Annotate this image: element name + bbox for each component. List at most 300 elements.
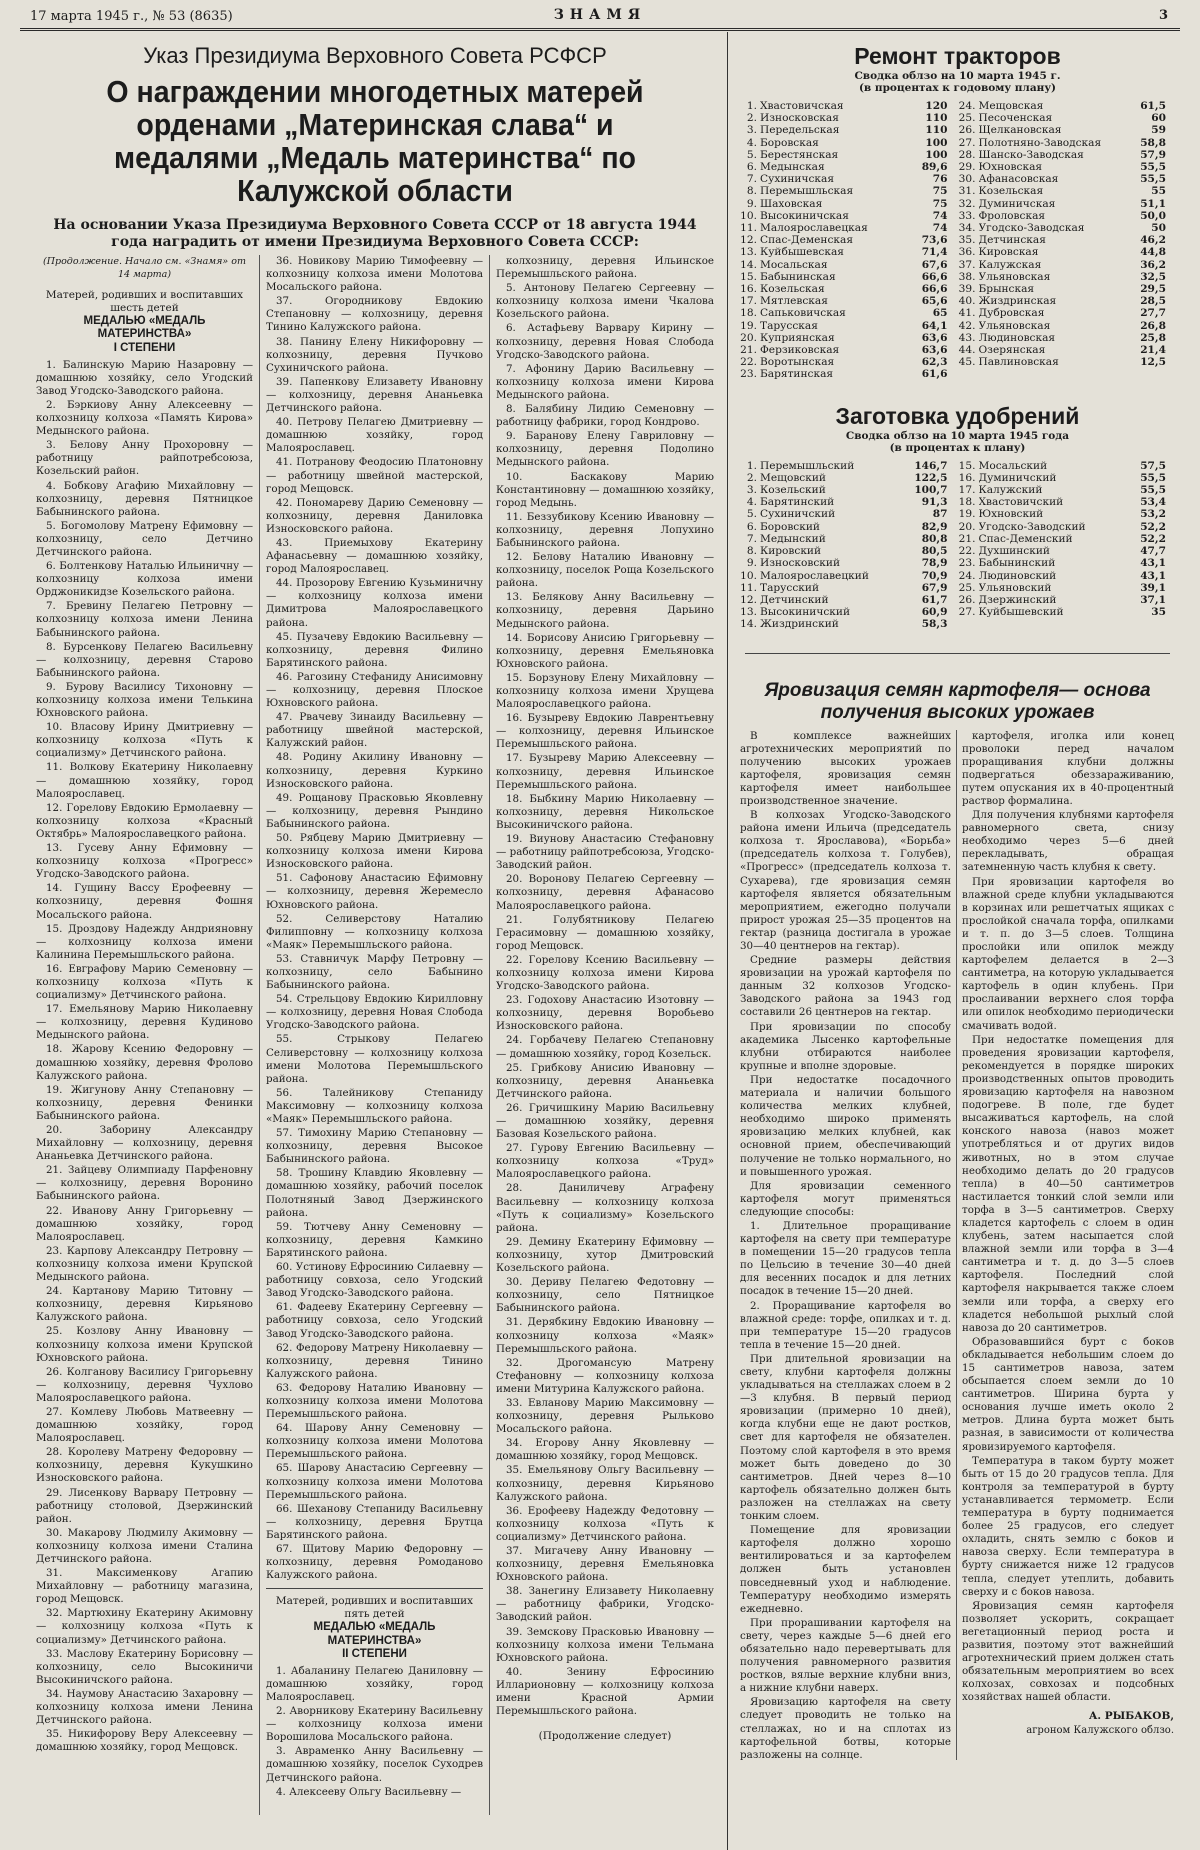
decree-column-1: [30, 255, 260, 1815]
row-name: Козельская: [978, 185, 1044, 198]
row-value: 67,6: [921, 258, 948, 271]
row-value: 55,5: [1140, 173, 1166, 186]
list-item: 17. Бузыреву Марию Алексеевну — колхозницу, деревня Ильинское Перемышльского района.: [496, 752, 714, 791]
row-name: Мосальская: [760, 258, 828, 271]
row-value: 74: [932, 222, 948, 235]
row-value: 110: [925, 124, 948, 137]
row-value: 44,8: [1140, 246, 1166, 259]
row-number: 2.: [746, 471, 757, 484]
decree-headline: О награждении многодетных матерей орденами „Материнская слава“ и медалями „Медаль материнства“ по Калужской области: [106, 74, 644, 208]
row-number: 6.: [746, 520, 757, 533]
list-item: 13. Гусеву Анну Ефимовну — колхозницу колхоза «Прогресс» Угодско-Заводского района.: [36, 842, 253, 881]
list-item: 14. Борисову Анисию Григорьевну — колхозницу, деревня Емельяновка Юхновского района.: [496, 631, 714, 670]
row-value: 50: [1151, 222, 1166, 235]
row-name: Бабынинский: [978, 557, 1056, 570]
row-number: 37.: [958, 258, 976, 271]
list-item: Яровизацию картофеля на свету следует проводить не только на стеллажах, но и на сплотах из картофельной ботвы, которые разложены на солнце.: [740, 1696, 951, 1760]
row-name: Жиздринская: [978, 295, 1057, 308]
table-row: [958, 557, 1177, 569]
row-value: 36,2: [1140, 258, 1166, 271]
table-row: [739, 295, 958, 307]
table-row: [958, 508, 1177, 520]
row-number: 2.: [746, 112, 757, 125]
row-number: 34.: [958, 222, 976, 235]
row-number: 43.: [958, 331, 976, 344]
row-name: Шаховская: [760, 197, 823, 210]
article-paragraphs-1: [740, 730, 951, 1760]
table-row: [739, 508, 958, 520]
row-name: Озерянская: [978, 344, 1046, 357]
row-name: Ульяновский: [978, 581, 1052, 594]
list-item: 26. Гричишкину Марию Васильевну — домашнюю хозяйку, деревня Базовая Козельского района.: [496, 1101, 714, 1141]
row-number: 17.: [958, 484, 976, 497]
row-name: Высокиничский: [760, 606, 851, 619]
fertilizer-subtitle: Сводка облзо на 10 марта 1945 года: [845, 429, 1070, 442]
table-row: [958, 356, 1177, 368]
list-item: 6. Болтенкову Наталью Ильиничну — колхозницу колхоза имени Орджоникидзе Козельского района.: [36, 560, 253, 599]
table-row: [739, 533, 958, 545]
row-name: Сапьковичская: [760, 307, 846, 320]
issue-date: 17 марта 1945 г., № 53 (8635): [30, 9, 233, 24]
list-item: 58. Трошину Клавдию Яковлевну — домашнюю хозяйку, рабочий поселок Полотняный Завод Дзержинского района.: [266, 1167, 483, 1219]
table-row: [739, 173, 958, 185]
table-row: [739, 594, 958, 606]
list-item: 16. Бузыреву Евдокию Лаврентьевну — колхозницу, деревня Ильинское Перемышльского района.: [496, 712, 714, 751]
tractor-table-left: [739, 100, 958, 381]
section-heading-five-children: Матерей, родивших и воспитавших пять детей: [275, 1595, 474, 1621]
list-item: 15. Борзунову Елену Михайловну — колхозницу колхоза имени Хрущева Малоярославецкого района.: [496, 671, 714, 711]
row-value: 55: [1151, 185, 1166, 198]
section-divider: [266, 1588, 483, 1589]
table-row: [958, 496, 1177, 508]
table-row: [958, 185, 1177, 197]
list-item: 12. Горелову Евдокию Ермолаевну — колхозницу колхоза «Красный Октябрь» Малоярославецкого района.: [36, 801, 253, 840]
newspaper-title: ЗНАМЯ: [553, 7, 647, 23]
row-name: Думиничский: [978, 471, 1057, 484]
row-number: 33.: [958, 209, 976, 222]
row-name: Калужская: [978, 258, 1042, 271]
list-item: 38. Панину Елену Никифоровну — колхозницу, деревня Пучково Сухиничского района.: [266, 335, 483, 374]
row-number: 13.: [740, 606, 757, 619]
row-value: 100,7: [914, 484, 948, 497]
row-name: Перемышльский: [760, 459, 855, 472]
row-value: 26,8: [1140, 319, 1166, 332]
table-row: [958, 234, 1177, 246]
list-item: 11. Волкову Екатерину Николаевну — домашнюю хозяйку, город Малоярославец.: [36, 761, 253, 800]
list-item: При недостатке посадочного материала и наличии большого количества мелких клубней, необходимо широко применять яровизацию мелких клубней, как основной прием, обеспечивающий получение не только нормального, но и повышенного урожая.: [740, 1073, 951, 1178]
list-item: 11. Беззубикову Ксению Ивановну — колхозницу, деревня Лопухино Бабынинского района.: [496, 510, 714, 549]
list-item: 21. Голубятникову Пелагею Герасимовну — домашнюю хозяйку, город Мещовск.: [496, 913, 714, 952]
row-name: Людиновский: [978, 569, 1057, 582]
table-row: [739, 368, 958, 380]
awardee-list-3: [496, 255, 714, 1718]
row-name: Мещовская: [978, 100, 1044, 112]
list-item: 33. Маслову Екатерину Борисовну — колхозницу, село Высокиничи Высокиничского района.: [36, 1647, 253, 1686]
row-name: Козельский: [760, 484, 826, 497]
row-value: 80,5: [921, 545, 948, 558]
row-number: 15.: [740, 270, 757, 283]
row-value: 82,9: [921, 520, 948, 533]
tractor-repair-table: [739, 100, 1176, 381]
row-number: 31.: [958, 185, 976, 198]
row-number: 7.: [746, 173, 757, 186]
fertilizer-title: Заготовка удобрений: [835, 402, 1080, 429]
row-value: 73,6: [921, 234, 948, 247]
row-value: 63,6: [921, 344, 948, 357]
row-number: 30.: [958, 173, 976, 186]
tractor-table-right: [958, 100, 1177, 381]
row-name: Брынская: [978, 283, 1035, 296]
row-number: 3.: [746, 124, 757, 137]
row-value: 52,2: [1140, 532, 1166, 545]
list-item: 40. Зенину Ефросинию Илларионовну — колхозницу колхоза имени Красной Армии Перемышльского района.: [496, 1665, 714, 1718]
list-item: 60. Устинову Ефросинию Силаевну — работницу совхоза, село Угодский Завод Угодско-Заводского района.: [266, 1261, 483, 1300]
row-number: 18.: [740, 307, 757, 320]
row-value: 25,8: [1140, 331, 1166, 344]
list-item: 29. Лисенкову Варвару Петровну — работницу столовой, Дзержинский район.: [36, 1486, 253, 1525]
list-item: колхозницу, деревня Ильинское Перемышльского района.: [496, 255, 714, 281]
row-value: 74: [932, 209, 948, 222]
list-item: 36. Новикову Марию Тимофеевну — колхозницу колхоза имени Молотова Мосальского района.: [266, 255, 483, 294]
row-number: 17.: [740, 295, 757, 308]
list-item: 55. Стрыкову Пелагею Селиверстовну — колхозницу колхоза имени Молотова Перемышльского района.: [266, 1033, 483, 1085]
row-number: 25.: [958, 112, 976, 125]
table-row: [739, 271, 958, 283]
row-number: 16.: [958, 471, 976, 484]
row-number: 25.: [958, 581, 976, 594]
table-row: [958, 533, 1177, 545]
tractor-repair-title: Ремонт тракторов: [854, 43, 1061, 69]
list-item: 47. Рвачеву Зинаиду Васильевну — работницу швейной мастерской, Калужский район.: [266, 711, 483, 750]
list-item: 14. Гущину Вассу Ерофеевну — колхозницу, деревня Фошня Мосальского района.: [36, 882, 253, 921]
list-item: 37. Мигачеву Анну Ивановну — колхозницу, деревня Емельяновка Юхновского района.: [496, 1545, 714, 1584]
table-row: [958, 100, 1177, 112]
section-heading-six-children: Матерей, родивших и воспитавших шесть детей: [45, 289, 244, 315]
list-item: 36. Ерофееву Надежду Федотовну — колхозницу колхоза «Путь к социализму» Детчинского района.: [496, 1504, 714, 1543]
row-name: Угодско-Заводский: [978, 520, 1086, 533]
list-item: картофеля, иголка или конец проволоки перед началом проращивания клубни должны подвергаться обеззараживанию, путем опускания их в 40-процентный раствор формалина.: [962, 729, 1174, 807]
list-item: Для яровизации семенного картофеля могут применяться следующие способы:: [740, 1179, 951, 1218]
row-name: Износковский: [760, 557, 841, 570]
row-name: Жиздринский: [760, 618, 839, 631]
list-item: 31. Дерябкину Евдокию Ивановну — колхозницу колхоза «Маяк» Перемышльского района.: [496, 1316, 714, 1355]
row-number: 20.: [740, 331, 757, 344]
awardee-list-2b: [266, 1665, 483, 1799]
row-number: 1.: [746, 100, 757, 112]
table-row: [739, 521, 958, 533]
row-value: 50,0: [1140, 209, 1166, 222]
list-item: 44. Прозорову Евгению Кузьминичну — колхозницу колхоза имени Димитрова Малоярославецкого района.: [266, 577, 483, 629]
row-value: 62,3: [921, 356, 948, 369]
table-row: [739, 307, 958, 319]
row-value: 46,2: [1140, 234, 1166, 247]
list-item: 37. Огородникову Евдокию Степановну — колхозницу, деревня Тинино Калужского района.: [266, 295, 483, 334]
table-row: [958, 545, 1177, 557]
row-number: 40.: [958, 295, 976, 308]
table-row: [739, 161, 958, 173]
row-value: 61,6: [921, 368, 948, 381]
list-item: При длительной яровизации на свету, клубни картофеля должны укладываться на стеллажах слоем в 2—3 клубня. В первый период яровизации (примерно 10 дней), когда клубни еще не дают ростков, свет для картофеля не обязателен. Поэтому слой картофеля в это время может быть доведено до 30 сантиметров. Дней через 8—10 картофель обязательно должен быть разложен на стеллажах на свету тонким слоем.: [740, 1352, 951, 1523]
row-number: 36.: [958, 246, 976, 259]
row-name: Барятинский: [760, 496, 835, 509]
article-signature-role: агроном Калужского облзо.: [1026, 1724, 1174, 1736]
row-number: 20.: [958, 520, 976, 533]
list-item: 24. Горбачеву Пелагею Степановну — домашнюю хозяйку, город Козельск.: [496, 1034, 714, 1060]
row-number: 19.: [958, 508, 976, 521]
row-number: 13.: [740, 246, 757, 259]
list-item: 62. Федорову Матрену Николаевну — колхозницу, деревня Тинино Калужского района.: [266, 1341, 483, 1380]
row-value: 80,8: [921, 532, 948, 545]
table-row: [958, 161, 1177, 173]
table-row: [958, 332, 1177, 344]
row-number: 27.: [958, 606, 976, 619]
row-value: 52,2: [1140, 520, 1166, 533]
decree-column-2: [260, 255, 490, 1815]
row-name: Мосальский: [978, 459, 1048, 472]
decree-intro: На основании Указа Президиума Верховного Совета СССР от 18 августа 1944 года наградить от имени Президиума Верховного Совета СССР:: [53, 217, 697, 250]
list-item: 15. Дроздову Надежду Андрияновну — колхозницу колхоза имени Калинина Перемышльского района.: [36, 922, 253, 961]
list-item: 66. Шеханову Степаниду Васильевну — колхозницу, деревня Брутца Барятинского района.: [266, 1502, 483, 1541]
table-row: [739, 198, 958, 210]
list-item: 29. Демину Екатерину Ефимовну — колхозницу, хутор Дмитровский Козельского района.: [496, 1235, 714, 1275]
table-row: [739, 320, 958, 332]
row-number: 19.: [740, 319, 757, 332]
table-row: [739, 185, 958, 197]
article-signature: А. РЫБАКОВ,: [1088, 1710, 1174, 1723]
list-item: 28. Королеву Матрену Федоровну — колхозницу, деревня Кукушкино Износковского района.: [36, 1446, 253, 1485]
table-row: [739, 210, 958, 222]
row-value: 37,1: [1140, 593, 1166, 606]
list-item: 49. Рощанову Прасковью Яковлевну — колхозницу, деревня Рындино Бабынинского района.: [266, 791, 483, 830]
row-value: 110: [925, 112, 948, 125]
table-row: [739, 234, 958, 246]
tractor-repair-subtitle-2: (в процентах к годовому плану): [858, 82, 1057, 94]
table-row: [958, 582, 1177, 594]
right-section: [735, 35, 1180, 1850]
list-item: 50. Рябцеву Марию Дмитриевну — колхозницу колхоза имени Кирова Износковского района.: [266, 832, 483, 871]
list-item: 10. Баскакову Марию Константиновну — домашнюю хозяйку, город Медынь.: [496, 470, 714, 509]
table-row: [739, 100, 958, 112]
row-number: 38.: [958, 270, 976, 283]
list-item: 32. Дрогомансую Матрену Стефановну — колхозницу колхоза имени Митурина Калужского района.: [496, 1356, 714, 1395]
table-row: [958, 320, 1177, 332]
row-name: Передельская: [760, 124, 840, 137]
table-row: [958, 460, 1177, 472]
list-item: 48. Родину Акилину Ивановну — колхозницу, деревня Куркино Износковского района.: [266, 751, 483, 790]
table-row: [958, 283, 1177, 295]
row-number: 26.: [958, 124, 976, 137]
row-value: 55,5: [1140, 161, 1166, 174]
table-row: [739, 149, 958, 161]
row-number: 7.: [746, 532, 757, 545]
list-item: 64. Шарову Анну Семеновну — колхозницу колхоза имени Молотова Перемышльского района.: [266, 1422, 483, 1461]
list-item: Температура в таком бурту может быть от 15 до 20 градусов тепла. Для контроля за температурой в бурту устанавливается термометр. Если температура в бурту поднимается более 25 градусов, его следует охладить, снять землю с боков и навоза сверху. Если температура в бурту снижается ниже 12 градусов тепла, следует утеплить, добавить сверху и с боков навоза.: [962, 1454, 1174, 1598]
to-be-continued: (Продолжение следует): [538, 1730, 672, 1743]
fertilizer-table-left: [739, 460, 958, 631]
table-row: [739, 112, 958, 124]
row-number: 8.: [746, 185, 757, 198]
row-value: 66,6: [921, 270, 948, 283]
row-number: 21.: [740, 344, 757, 357]
row-value: 100: [925, 136, 948, 149]
list-item: 3. Белову Анну Прохоровну — работницу райпотребсоюза, Козельский район.: [36, 439, 253, 478]
list-item: 16. Евграфову Марию Семеновну — колхозницу колхоза «Путь к социализму» Детчинского района.: [36, 962, 253, 1002]
list-item: 20. Заборину Александру Михайловну — колхозницу, деревня Ананьевка Детчинского района.: [36, 1124, 253, 1163]
row-value: 120: [925, 100, 948, 112]
list-item: Помещение для яровизации картофеля должно хорошо вентилироваться и за картофелем должен быть установлен повседневный уход и наблюдение. Температуру необходимо измерять ежедневно.: [740, 1524, 951, 1615]
list-item: 35. Никифорову Веру Алексеевну — домашнюю хозяйку, город Мещовск.: [36, 1728, 253, 1754]
table-row: [958, 210, 1177, 222]
row-name: Мятлевская: [760, 295, 828, 308]
list-item: 4. Алексееву Ольгу Васильевну —: [276, 1785, 462, 1798]
decree-column-3: [490, 255, 720, 1815]
table-row: [958, 570, 1177, 582]
list-item: При прорашивании картофеля на свету, через каждые 5—6 дней его обязательно надо перевертывать для получения равномерного развития ростков, вялые верхние клубни вниз, а нижние клубни наверх.: [740, 1616, 951, 1695]
table-row: [958, 112, 1177, 124]
row-name: Медынский: [760, 532, 826, 545]
list-item: 19. Виунову Анастасию Стефановну — работницу райпотребсоюза, Угодско-Заводский район.: [496, 833, 714, 872]
row-name: Износковская: [760, 112, 839, 125]
row-number: 41.: [958, 307, 976, 320]
table-row: [739, 259, 958, 271]
list-item: 33. Евланову Марию Максимовну — колхозницу, деревня Рыльково Мосальского района.: [496, 1396, 714, 1436]
row-name: Кировский: [760, 545, 822, 558]
row-number: 22.: [740, 356, 757, 369]
list-item: 6. Астафьеву Варвару Кирину — колхозницу, деревня Новая Слобода Угодско-Заводского района.: [496, 322, 714, 361]
row-number: 18.: [958, 496, 976, 509]
list-item: 31. Максименкову Агапию Михайловну — работницу магазина, город Мещовск.: [36, 1567, 253, 1606]
fertilizer-subtitle-2: (в процентах к плану): [889, 441, 1026, 454]
list-item: 59. Тютчеву Анну Семеновну — колхозницу, деревня Камкино Барятинского района.: [266, 1220, 483, 1259]
list-item: 38. Занегину Елизавету Николаевну — работницу фабрики, Угодско-Заводский район.: [496, 1585, 714, 1624]
table-row: [958, 344, 1177, 356]
tractor-repair-subtitle: Сводка облзо на 10 марта 1945 г.: [854, 70, 1061, 82]
row-name: Спас-Деменский: [978, 532, 1073, 545]
table-row: [958, 246, 1177, 258]
row-name: Хвастовичская: [760, 100, 844, 112]
table-row: [958, 484, 1177, 496]
table-row: [958, 259, 1177, 271]
table-row: [739, 570, 958, 582]
list-item: Яровизация семян картофеля позволяет ускорить, сокращает вегетационный период роста и развития, поэтому этот важнейший агротехнический прием должен стать обязательным мероприятием во всех колхозах, совхозах и подсобных хозяйствах нашей области.: [962, 1599, 1174, 1704]
fertilizer-table: [739, 460, 1176, 631]
list-item: 39. Земскову Прасковью Ивановну — колхозницу колхоза имени Тельмана Юхновского района.: [496, 1625, 714, 1664]
row-number: 32.: [958, 197, 976, 210]
row-number: 24.: [958, 569, 976, 582]
list-item: 46. Рагозину Стефаниду Анисимовну — колхозницу, деревня Плоское Юхновского района.: [266, 670, 483, 710]
row-number: 23.: [958, 557, 976, 570]
row-value: 61,5: [1140, 100, 1166, 112]
list-item: 65. Шарову Анастасию Сергеевну — колхозницу колхоза имени Молотова Перемышльского района.: [266, 1462, 483, 1501]
row-number: 6.: [746, 161, 757, 174]
table-row: [958, 137, 1177, 149]
list-item: 4. Бобкову Агафию Михайловну — колхозницу, деревня Пятницкое Бабынинского района.: [36, 479, 253, 518]
row-value: 35: [1151, 606, 1166, 619]
list-item: 32. Мартюхину Екатерину Акимовну — колхозницу колхоза «Путь к социализму» Детчинского района.: [36, 1607, 253, 1646]
table-row: [739, 582, 958, 594]
list-item: 19. Жигунову Анну Степановну — колхозницу, деревня Фенинки Бабынинского района.: [36, 1083, 253, 1122]
row-name: Юхновский: [978, 508, 1044, 521]
table-row: [739, 246, 958, 258]
table-row: [739, 496, 958, 508]
row-value: 75: [932, 197, 948, 210]
table-row: [739, 472, 958, 484]
table-row: [739, 356, 958, 368]
list-item: 25. Грибкову Анисию Ивановну — колхозницу, деревня Ананьевка Детчинского района.: [496, 1061, 714, 1100]
list-item: 9. Баранову Елену Гавриловну — колхозницу, деревня Подолино Медынского района.: [496, 430, 714, 469]
list-item: В комплексе важнейших агротехнических мероприятий по получению высоких урожаев картофеля, яровизация семян картофеля имеет наибольшее производственное значение.: [740, 729, 951, 807]
list-item: 8. Бурсенкову Пелагею Васильевну — колхозницу, деревня Старово Бабынинского района.: [36, 640, 253, 679]
row-name: Фроловская: [978, 209, 1046, 222]
award-degree-1: I СТЕПЕНИ: [113, 341, 176, 354]
row-number: 4.: [746, 136, 757, 149]
list-item: В колхозах Угодско-Заводского района имени Ильича (председатель колхоза т. Ярославова), «Борьба» (председатель колхоза т. Голубев), «Прогресс» (председатель колхоза т. Сухарева), где яровизация семян картофеля является обязательным мероприятием, ежегодно получали прирост урожая 25—35 процентов на гектар (разница достигала в урожае 30—40 центнеров на гектар).: [740, 809, 951, 953]
list-item: 22. Иванову Анну Григорьевну — домашнюю хозяйку, город Малоярославец.: [36, 1204, 253, 1243]
list-item: 1. Длительное проращивание картофеля на свету при температуре в помещении 15—20 градусов тепла по Цельсию в течение 30—40 дней для весенних посадок и для летних посадок в течение 15—20 дней.: [740, 1219, 951, 1298]
table-row: [958, 222, 1177, 234]
row-number: 11.: [740, 222, 757, 235]
table-row: [958, 594, 1177, 606]
row-value: 43,1: [1140, 557, 1166, 570]
list-item: 34. Егорову Анну Яковлевну — домашнюю хозяйку, город Мещовск.: [496, 1437, 714, 1463]
row-value: 75: [932, 185, 948, 198]
list-item: 23. Годохову Анастасию Изотовну — колхозницу, деревня Воробьево Износковского района.: [496, 994, 714, 1033]
list-item: 9. Бурову Василису Тихоновну — колхозницу колхоза имени Телькина Юхновского района.: [36, 680, 253, 720]
column-divider: [727, 32, 728, 1850]
table-row: [739, 618, 958, 630]
row-name: Шанско-Заводская: [978, 148, 1084, 161]
list-item: 39. Папенкову Елизавету Ивановну — колхозницу, деревня Ананьевка Детчинского района.: [266, 375, 483, 415]
row-name: Полотняно-Заводская: [978, 136, 1102, 149]
row-value: 53,4: [1140, 496, 1166, 509]
row-value: 28,5: [1140, 295, 1166, 308]
row-value: 58,3: [921, 618, 948, 631]
row-value: 21,4: [1140, 344, 1166, 357]
row-number: 45.: [958, 356, 976, 369]
list-item: 13. Белякову Анну Васильевну — колхозницу, деревня Дарьино Медынского района.: [496, 591, 714, 630]
row-name: Медынская: [760, 161, 825, 174]
row-number: 9.: [746, 557, 757, 570]
row-number: 3.: [746, 484, 757, 497]
row-value: 91,3: [921, 496, 948, 509]
list-item: 5. Богомолову Матрену Ефимовну — колхозницу, село Детчино Детчинского района.: [36, 519, 253, 558]
list-item: Средние размеры действия яровизации на урожай картофеля по данным 32 колхозов Угодско-Заводского района за 1943 год составили 26 центнеров на гектар.: [740, 954, 951, 1019]
table-row: [958, 307, 1177, 319]
list-item: 57. Тимохину Марию Степановну — колхозницу, деревня Высокое Бабынинского района.: [266, 1127, 483, 1166]
row-value: 58,8: [1140, 136, 1166, 149]
list-item: Образовавшийся бурт с боков обкладывается небольшим слоем до 15 сантиметров навоза, затем обсыпается слоем земли до 10 сантиметров. Ширина бурта у основания лучше иметь около 2 метров. Длина бурта может быть разная, в зависимости от количества яровизируемого картофеля.: [962, 1335, 1174, 1453]
row-name: Юхновская: [978, 161, 1043, 174]
table-row: [739, 344, 958, 356]
list-item: 24. Картанову Марию Титовну — колхозницу, деревня Кирьяново Калужского района.: [36, 1285, 253, 1324]
list-item: 30. Макарову Людмилу Акимовну — колхозницу колхоза имени Сталина Детчинского района.: [36, 1526, 253, 1565]
row-name: Кировская: [978, 246, 1039, 259]
row-name: Берестянская: [760, 148, 839, 161]
list-item: 28. Даниличеву Аграфену Васильевну — колхозницу колхоза «Путь к социализму» Козельского района.: [496, 1182, 714, 1234]
row-number: 1.: [746, 459, 757, 472]
table-row: [739, 545, 958, 557]
table-row: [958, 149, 1177, 161]
row-number: 28.: [958, 148, 976, 161]
table-row: [739, 124, 958, 136]
article-divider: [745, 653, 1170, 654]
list-item: 5. Антонову Пелагею Сергеевну — колхозницу колхоза имени Чкалова Козельского района.: [496, 282, 714, 321]
row-number: 22.: [958, 545, 976, 558]
row-value: 87: [932, 508, 948, 521]
award-degree-2: II СТЕПЕНИ: [342, 1647, 407, 1660]
row-value: 27,7: [1140, 307, 1166, 320]
row-value: 89,6: [921, 161, 948, 174]
